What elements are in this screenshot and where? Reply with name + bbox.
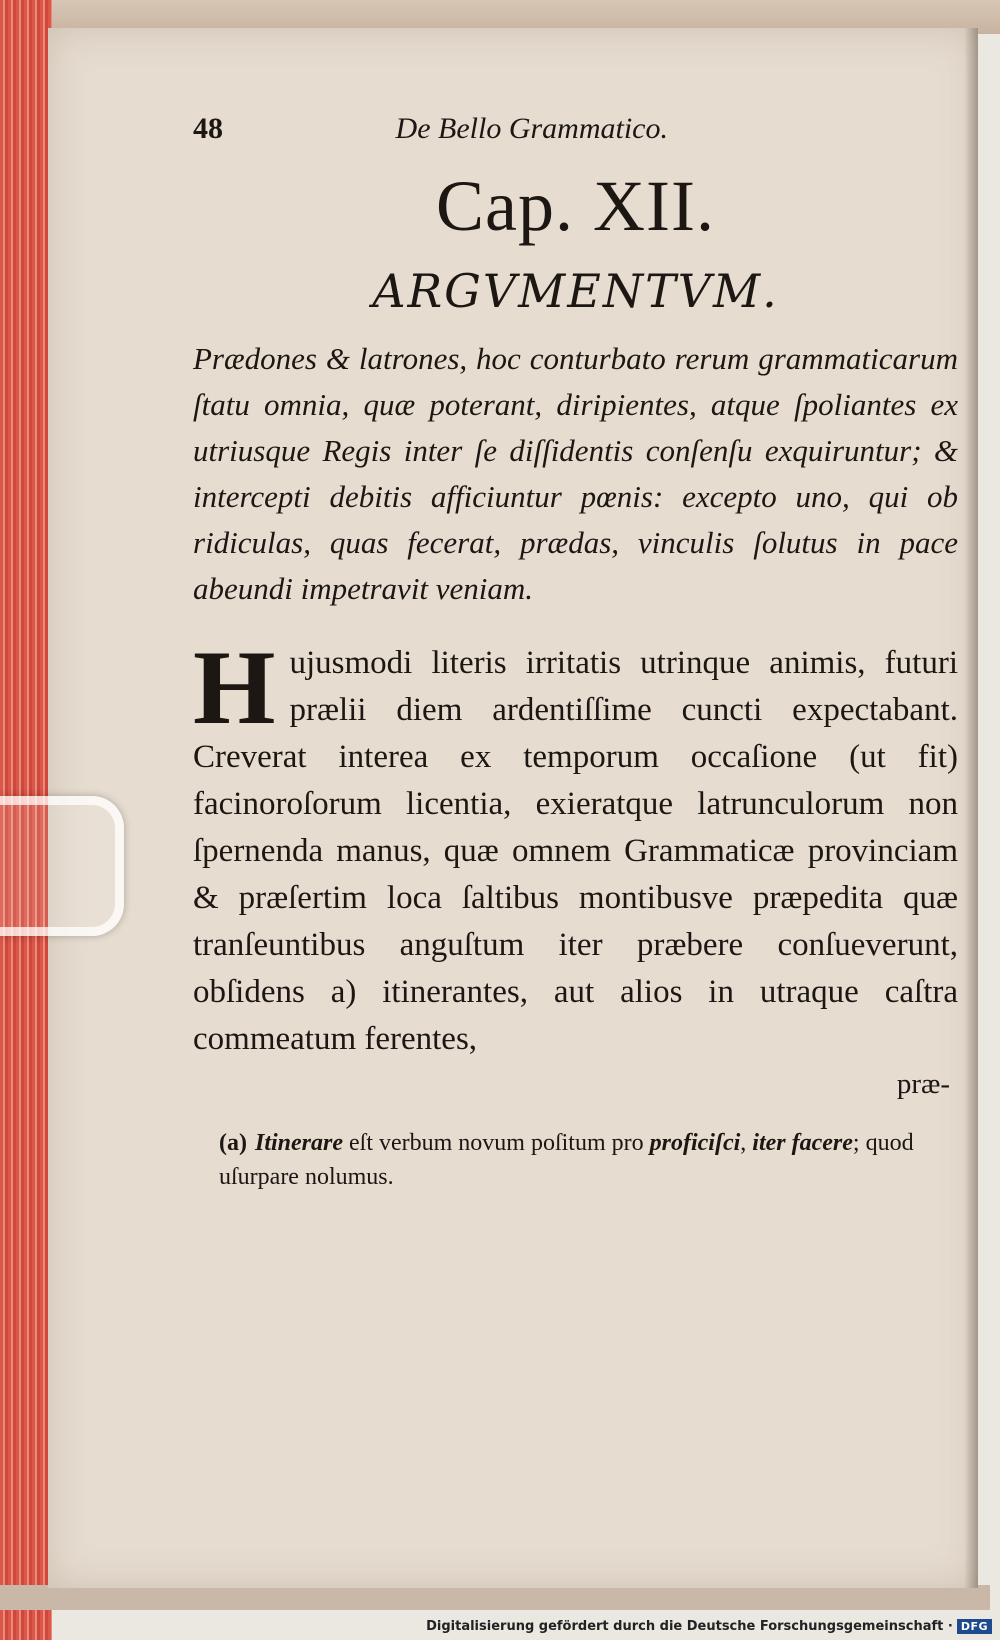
chapter-title: Cap. XII. [436,166,715,246]
footnote [193,1126,958,1194]
page-content [193,112,958,1194]
footnote-marker: (a) [219,1130,247,1156]
main-paragraph [193,629,958,1063]
page-gutter-shadow [964,28,978,1588]
footnote-alternative-2: iter facere [752,1130,853,1156]
footnote-text-3: ; quod uſurpare nolumus. [219,1130,914,1190]
page-number: 48 [193,112,223,145]
book-bottom-edge [0,1585,990,1610]
footnote-alternative-1: proficiſci [649,1130,741,1156]
paragraph-text: ujusmodi literis irritatis utrinque animis, futuri prælii diem ardentiſſime cuncti expectabant. Creverat interea ex temporum occaſione (ut fit) facinoroſorum licentia, exieratque latrunculorum non ſpernenda manus, quæ omnem Grammaticæ provinciam & præſertim loca ſaltibus montibusve præpedita quæ tranſeuntibus anguſtum iter præbere conſueverunt, obſidens a) itinerantes, aut alios in utraque caſtra commeatum ferentes, [193,645,958,1057]
footnote-term: Itinerare [254,1130,343,1156]
chapter-summary: Prædones & latrones, hoc conturbato rerum grammaticarum ſtatu omnia, quæ poterant, diripientes, atque ſpoliantes ex utriusque Regis inter ſe diſſidentis conſenſu exquiruntur; & intercepti debitis afficiuntur pœnis: excepto uno, qui ob ridiculas, quas fecerat, prædas, vinculis ſolutus in pace abeundi impetravit veniam. [193,341,958,606]
credit-text: Digitalisierung gefördert durch die Deutsche Forschungsgemeinschaft · [426,1619,953,1634]
argument-title: ARGVMENTVM. [372,264,779,318]
clear-bookmark-clip [0,796,124,936]
running-title: De Bello Grammatico. [395,112,668,145]
footnote-text-2: , [740,1130,753,1156]
digitization-credit [426,1619,992,1634]
drop-cap: H [193,629,276,746]
dfg-logo-icon: DFG [957,1619,992,1634]
book-page [48,28,978,1588]
footnote-text-1: eſt verbum novum poſitum pro [343,1130,650,1156]
running-head [193,112,668,146]
catchword: præ- [896,1068,950,1100]
